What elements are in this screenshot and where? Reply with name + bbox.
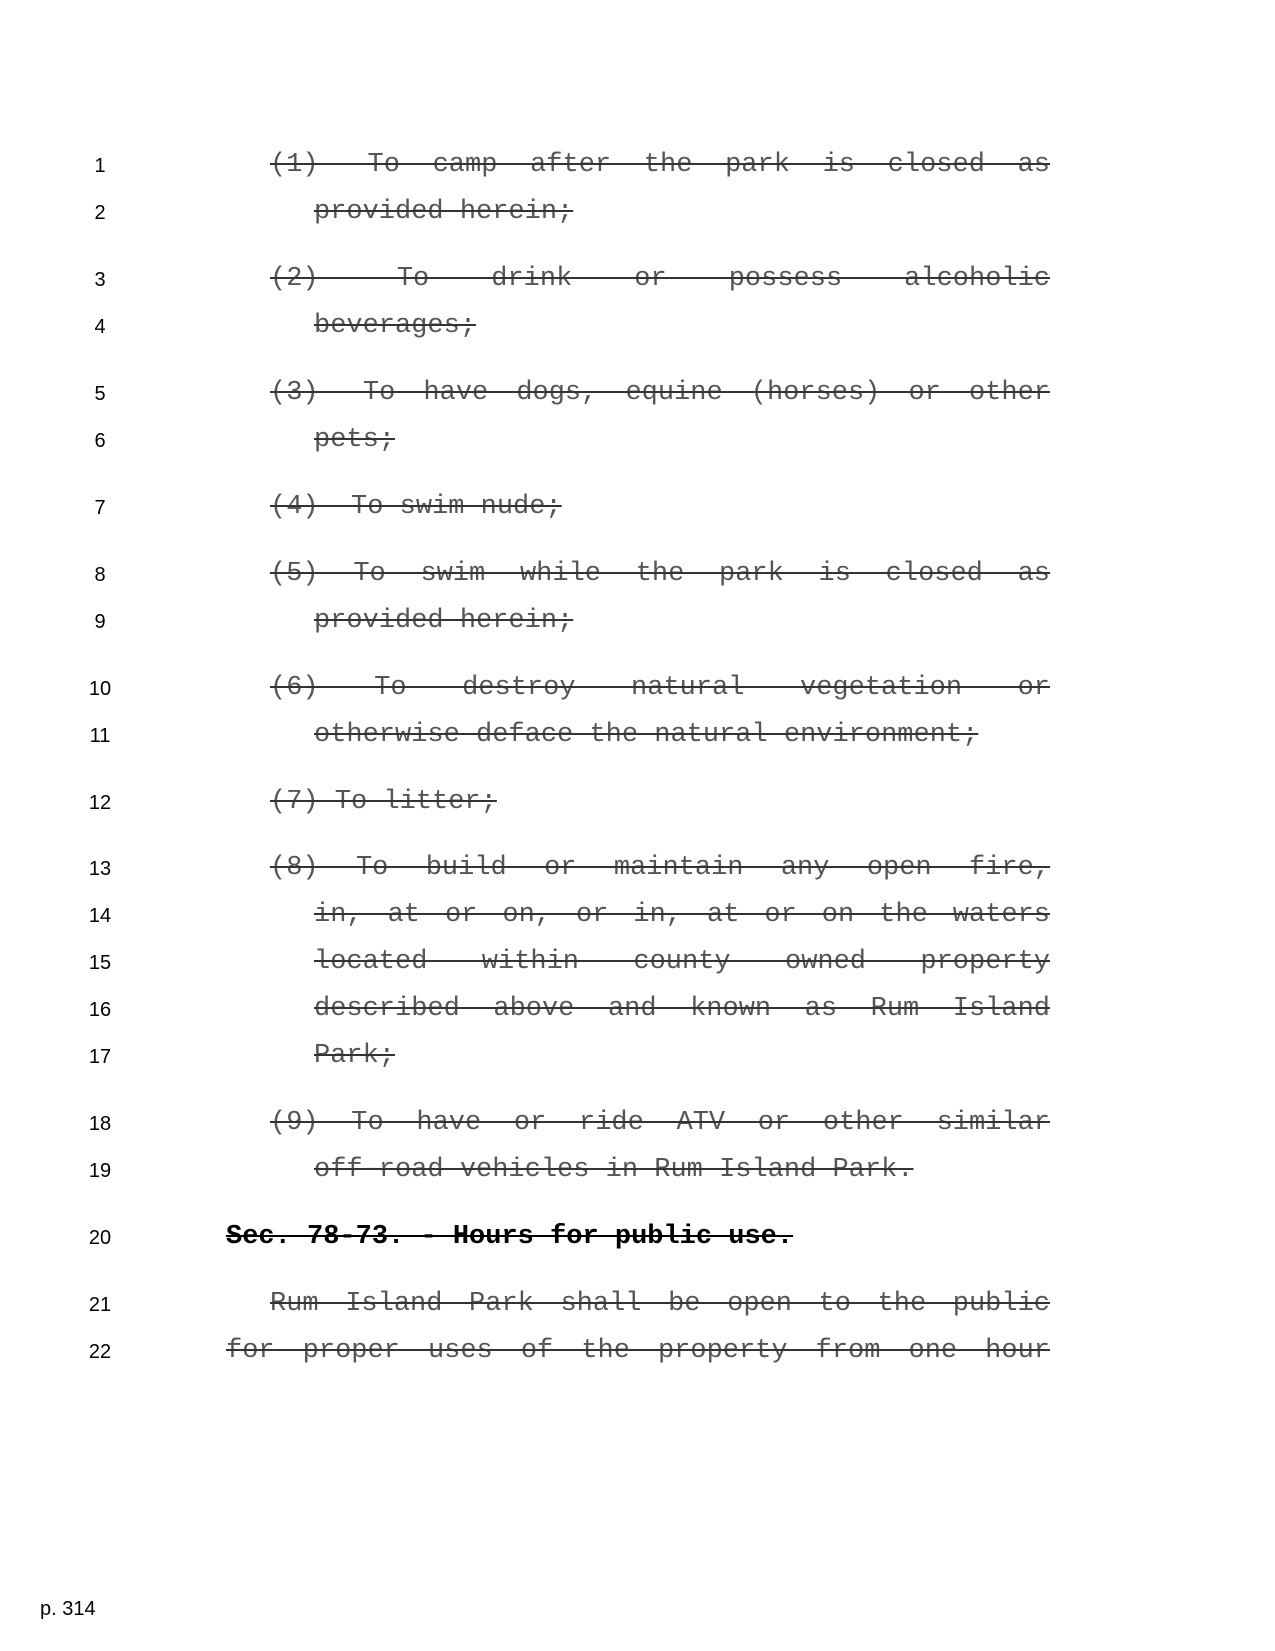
line-number: 8: [94, 564, 106, 586]
line-number: 1: [94, 155, 106, 177]
line-number: 4: [94, 316, 106, 338]
list-item-text: pets;: [314, 425, 396, 455]
list-item-text: described above and known as Rum Island: [314, 994, 1050, 1024]
list-item-text: off-road vehicles in Rum Island Park.: [314, 1155, 914, 1185]
line-number: 21: [88, 1294, 112, 1316]
line-number: 15: [88, 952, 112, 974]
paragraph-text: for proper uses of the property from one hour: [226, 1336, 1050, 1366]
document-line: [0, 668, 1275, 708]
list-item-text: (7) To litter;: [270, 787, 497, 817]
line-number: 11: [89, 725, 111, 747]
list-item-text: Park;: [314, 1041, 396, 1071]
line-number: 3: [94, 269, 106, 291]
line-number: 22: [88, 1341, 112, 1363]
document-line: [0, 782, 1275, 822]
line-number: 13: [88, 858, 112, 880]
list-item-text: (4) —To swim nude;: [270, 492, 562, 522]
list-item-text: (5) To swim while the park is closed as: [270, 559, 1050, 589]
line-number: 17: [88, 1046, 112, 1068]
list-item-text: provided herein;: [314, 606, 574, 636]
document-line: [0, 373, 1275, 413]
line-number: 5: [94, 383, 106, 405]
document-line: [0, 848, 1275, 888]
list-item-text: otherwise deface the natural environment;: [314, 720, 979, 750]
line-number: 2: [94, 202, 106, 224]
document-line: [0, 554, 1275, 594]
line-number: 6: [94, 430, 106, 452]
line-number: 7: [94, 497, 106, 519]
document-line: [0, 306, 1275, 346]
section-heading: Sec. 78-73. - Hours for public use.: [226, 1222, 794, 1252]
line-number: 12: [88, 792, 112, 814]
list-item-text: (1) —To camp after the park is closed as: [270, 150, 1050, 180]
document-line: [0, 1331, 1275, 1371]
line-number: 16: [88, 999, 112, 1021]
document-line: [0, 145, 1275, 185]
line-number: 20: [88, 1227, 112, 1249]
list-item-text: (6) To destroy natural vegetation or: [270, 673, 1050, 703]
paragraph-text: Rum Island Park shall be open to the public: [270, 1289, 1050, 1319]
document-line: [0, 601, 1275, 641]
line-number: 14: [88, 905, 112, 927]
document-line: [0, 487, 1275, 527]
document-line: [0, 1217, 1275, 1257]
list-item-text: (2) —To drink or possess alcoholic: [270, 264, 1050, 294]
list-item-text: in, at or on, or in, at or on the waters: [314, 900, 1050, 930]
list-item-text: (3) —To have dogs, equine (horses) or other: [270, 378, 1050, 408]
document-line: [0, 420, 1275, 460]
document-line: [0, 715, 1275, 755]
list-item-text: beverages;: [314, 311, 477, 341]
document-line: [0, 895, 1275, 935]
list-item-text: (9) To have or ride ATV or other similar: [270, 1108, 1050, 1138]
list-item-text: (8) To build or maintain any open fire,: [270, 853, 1050, 883]
document-line: [0, 989, 1275, 1029]
document-line: [0, 192, 1275, 232]
document-line: [0, 942, 1275, 982]
list-item-text: provided herein;: [314, 197, 574, 227]
document-line: [0, 259, 1275, 299]
document-line: [0, 1150, 1275, 1190]
document-line: [0, 1036, 1275, 1076]
line-number: 10: [88, 678, 112, 700]
page-number: p. 314: [40, 1598, 96, 1620]
line-number: 18: [88, 1113, 112, 1135]
line-number: 19: [88, 1160, 112, 1182]
document-line: [0, 1284, 1275, 1324]
line-number: 9: [94, 611, 106, 633]
document-line: [0, 1103, 1275, 1143]
list-item-text: located within county owned property: [314, 947, 1050, 977]
